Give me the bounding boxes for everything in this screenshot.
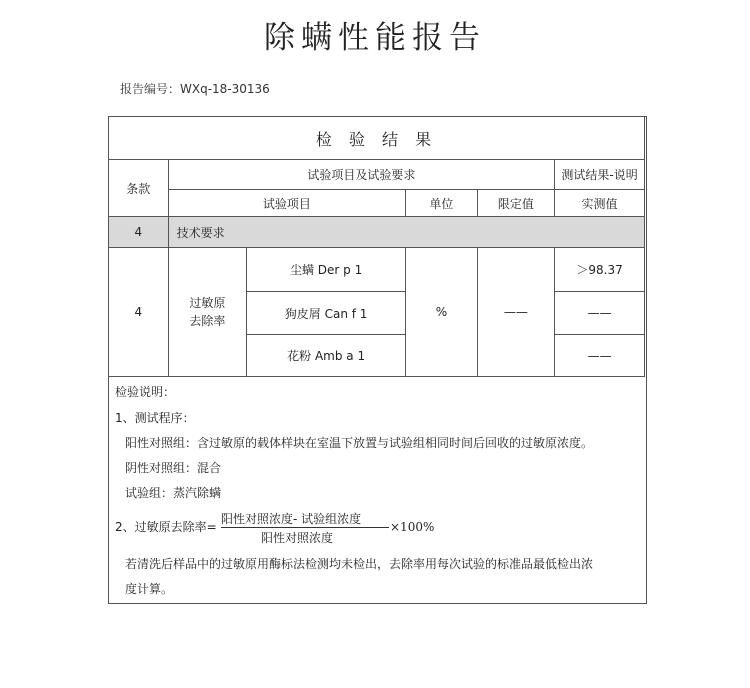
col-test-items-requirements: 试验项目及试验要求 <box>168 160 555 190</box>
report-title: 除螨性能报告 <box>264 20 486 56</box>
formula-prefix: 2、过敏原去除率= <box>115 520 217 534</box>
report-number: 报告编号：WXq-18-30136 <box>120 82 270 96</box>
notes-heading: 检验说明： <box>115 385 176 399</box>
negative-control-note: 阴性对照组：混合 <box>125 461 222 475</box>
footnote-line1: 若清洗后样品中的过敏原用酶标法检测均未检出，去除率用每次试验的标准品最低检出浓 <box>125 557 594 571</box>
formula-fraction-bar <box>221 509 389 528</box>
results-table <box>108 116 645 377</box>
col-clause: 条款 <box>109 160 169 217</box>
procedure-heading: 1、测试程序： <box>115 411 195 425</box>
results-header-title: 检 验 结 果 <box>109 117 645 160</box>
unit-cell: % <box>406 248 477 377</box>
test-item-dog-dander: 狗皮屑 Can f 1 <box>247 292 406 335</box>
row-clause: 4 <box>109 248 169 377</box>
footnote-line2: 度计算。 <box>125 582 174 596</box>
measured-dust-mite: ＞98.37 <box>555 248 645 292</box>
row-category <box>168 248 247 377</box>
section-clause: 4 <box>109 217 169 248</box>
formula-numerator: 阳性对照浓度- 试验组浓度 <box>221 512 362 526</box>
limit-cell: —— <box>477 248 555 377</box>
col-unit: 单位 <box>406 190 477 217</box>
results-box <box>108 116 647 604</box>
formula-denominator: 阳性对照浓度 <box>261 531 334 545</box>
col-measured: 实测值 <box>555 190 645 217</box>
row-category-line1: 过敏原 <box>189 296 226 310</box>
test-item-dust-mite: 尘螨 Der p 1 <box>247 248 406 292</box>
col-limit: 限定值 <box>477 190 555 217</box>
test-item-pollen: 花粉 Amb a 1 <box>247 335 406 377</box>
section-label: 技术要求 <box>168 217 644 248</box>
formula-suffix: ×100% <box>390 520 435 534</box>
measured-dog-dander: —— <box>555 292 645 335</box>
measured-pollen: —— <box>555 335 645 377</box>
col-result-description: 测试结果-说明 <box>555 160 645 190</box>
col-test-item: 试验项目 <box>168 190 406 217</box>
test-group-note: 试验组：蒸汽除螨 <box>125 486 222 500</box>
positive-control-note: 阳性对照组：含过敏原的载体样块在室温下放置与试验组相同时间后回收的过敏原浓度。 <box>125 436 594 450</box>
row-category-line2: 去除率 <box>189 314 226 328</box>
